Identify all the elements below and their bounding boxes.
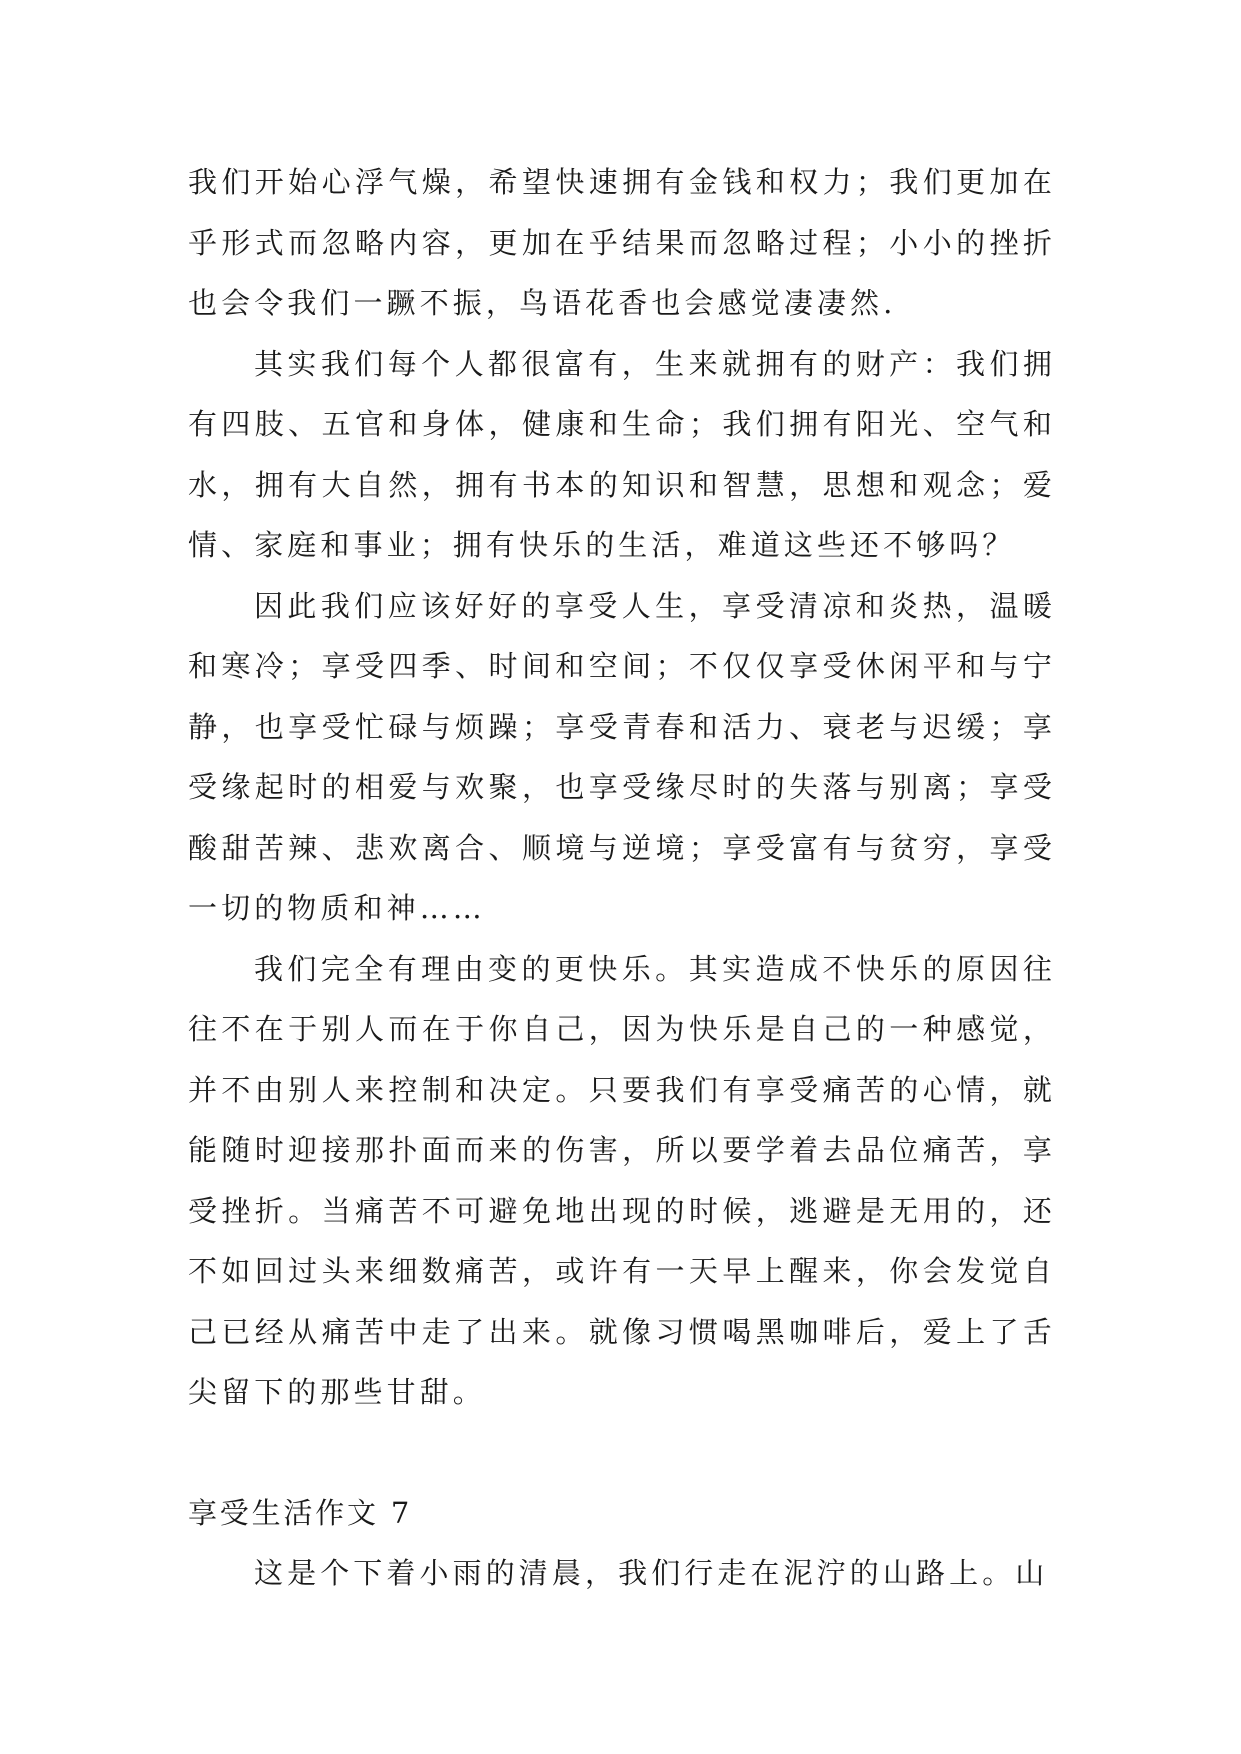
paragraph-3: 因此我们应该好好的享受人生，享受清凉和炎热，温暖和寒冷；享受四季、时间和空间；不仅仅享受休闲平和与宁静，也享受忙碌与烦躁；享受青春和活力、衰老与迟缓；享受缘起时的相爱与欢聚，也享受缘尽时的失落与别离；享受酸甜苦辣、悲欢离合、顺境与逆境；享受富有与贫穷，享受一切的物质和神…… bbox=[188, 588, 1056, 925]
document-body bbox=[188, 152, 1056, 1604]
paragraph-1: 我们开始心浮气燥，希望快速拥有金钱和权力；我们更加在乎形式而忽略内容，更加在乎结果而忽略过程；小小的挫折也会令我们一蹶不振，鸟语花香也会感觉凄凄然. bbox=[188, 165, 1056, 320]
paragraph-4: 我们完全有理由变的更快乐。其实造成不快乐的原因往往不在于别人而在于你自己，因为快乐是自己的一种感觉，并不由别人来控制和决定。只要我们有享受痛苦的心情，就能随时迎接那扑面而来的伤害，所以要学着去品位痛苦，享受挫折。当痛苦不可避免地出现的时候，逃避是无用的，还不如回过头来细数痛苦，或许有一天早上醒来，你会发觉自己已经从痛苦中走了出来。就像习惯喝黑咖啡后，爱上了舌尖留下的那些甘甜。 bbox=[188, 951, 1056, 1409]
section-heading: 享受生活作文 7 bbox=[188, 1495, 413, 1530]
section-paragraph: 这是个下着小雨的清晨，我们行走在泥泞的山路上。山 bbox=[254, 1556, 1049, 1590]
paragraph-2: 其实我们每个人都很富有，生来就拥有的财产：我们拥有四肢、五官和身体，健康和生命；我们拥有阳光、空气和水，拥有大自然，拥有书本的知识和智慧，思想和观念；爱情、家庭和事业；拥有快乐的生活，难道这些还不够吗？ bbox=[188, 346, 1056, 562]
